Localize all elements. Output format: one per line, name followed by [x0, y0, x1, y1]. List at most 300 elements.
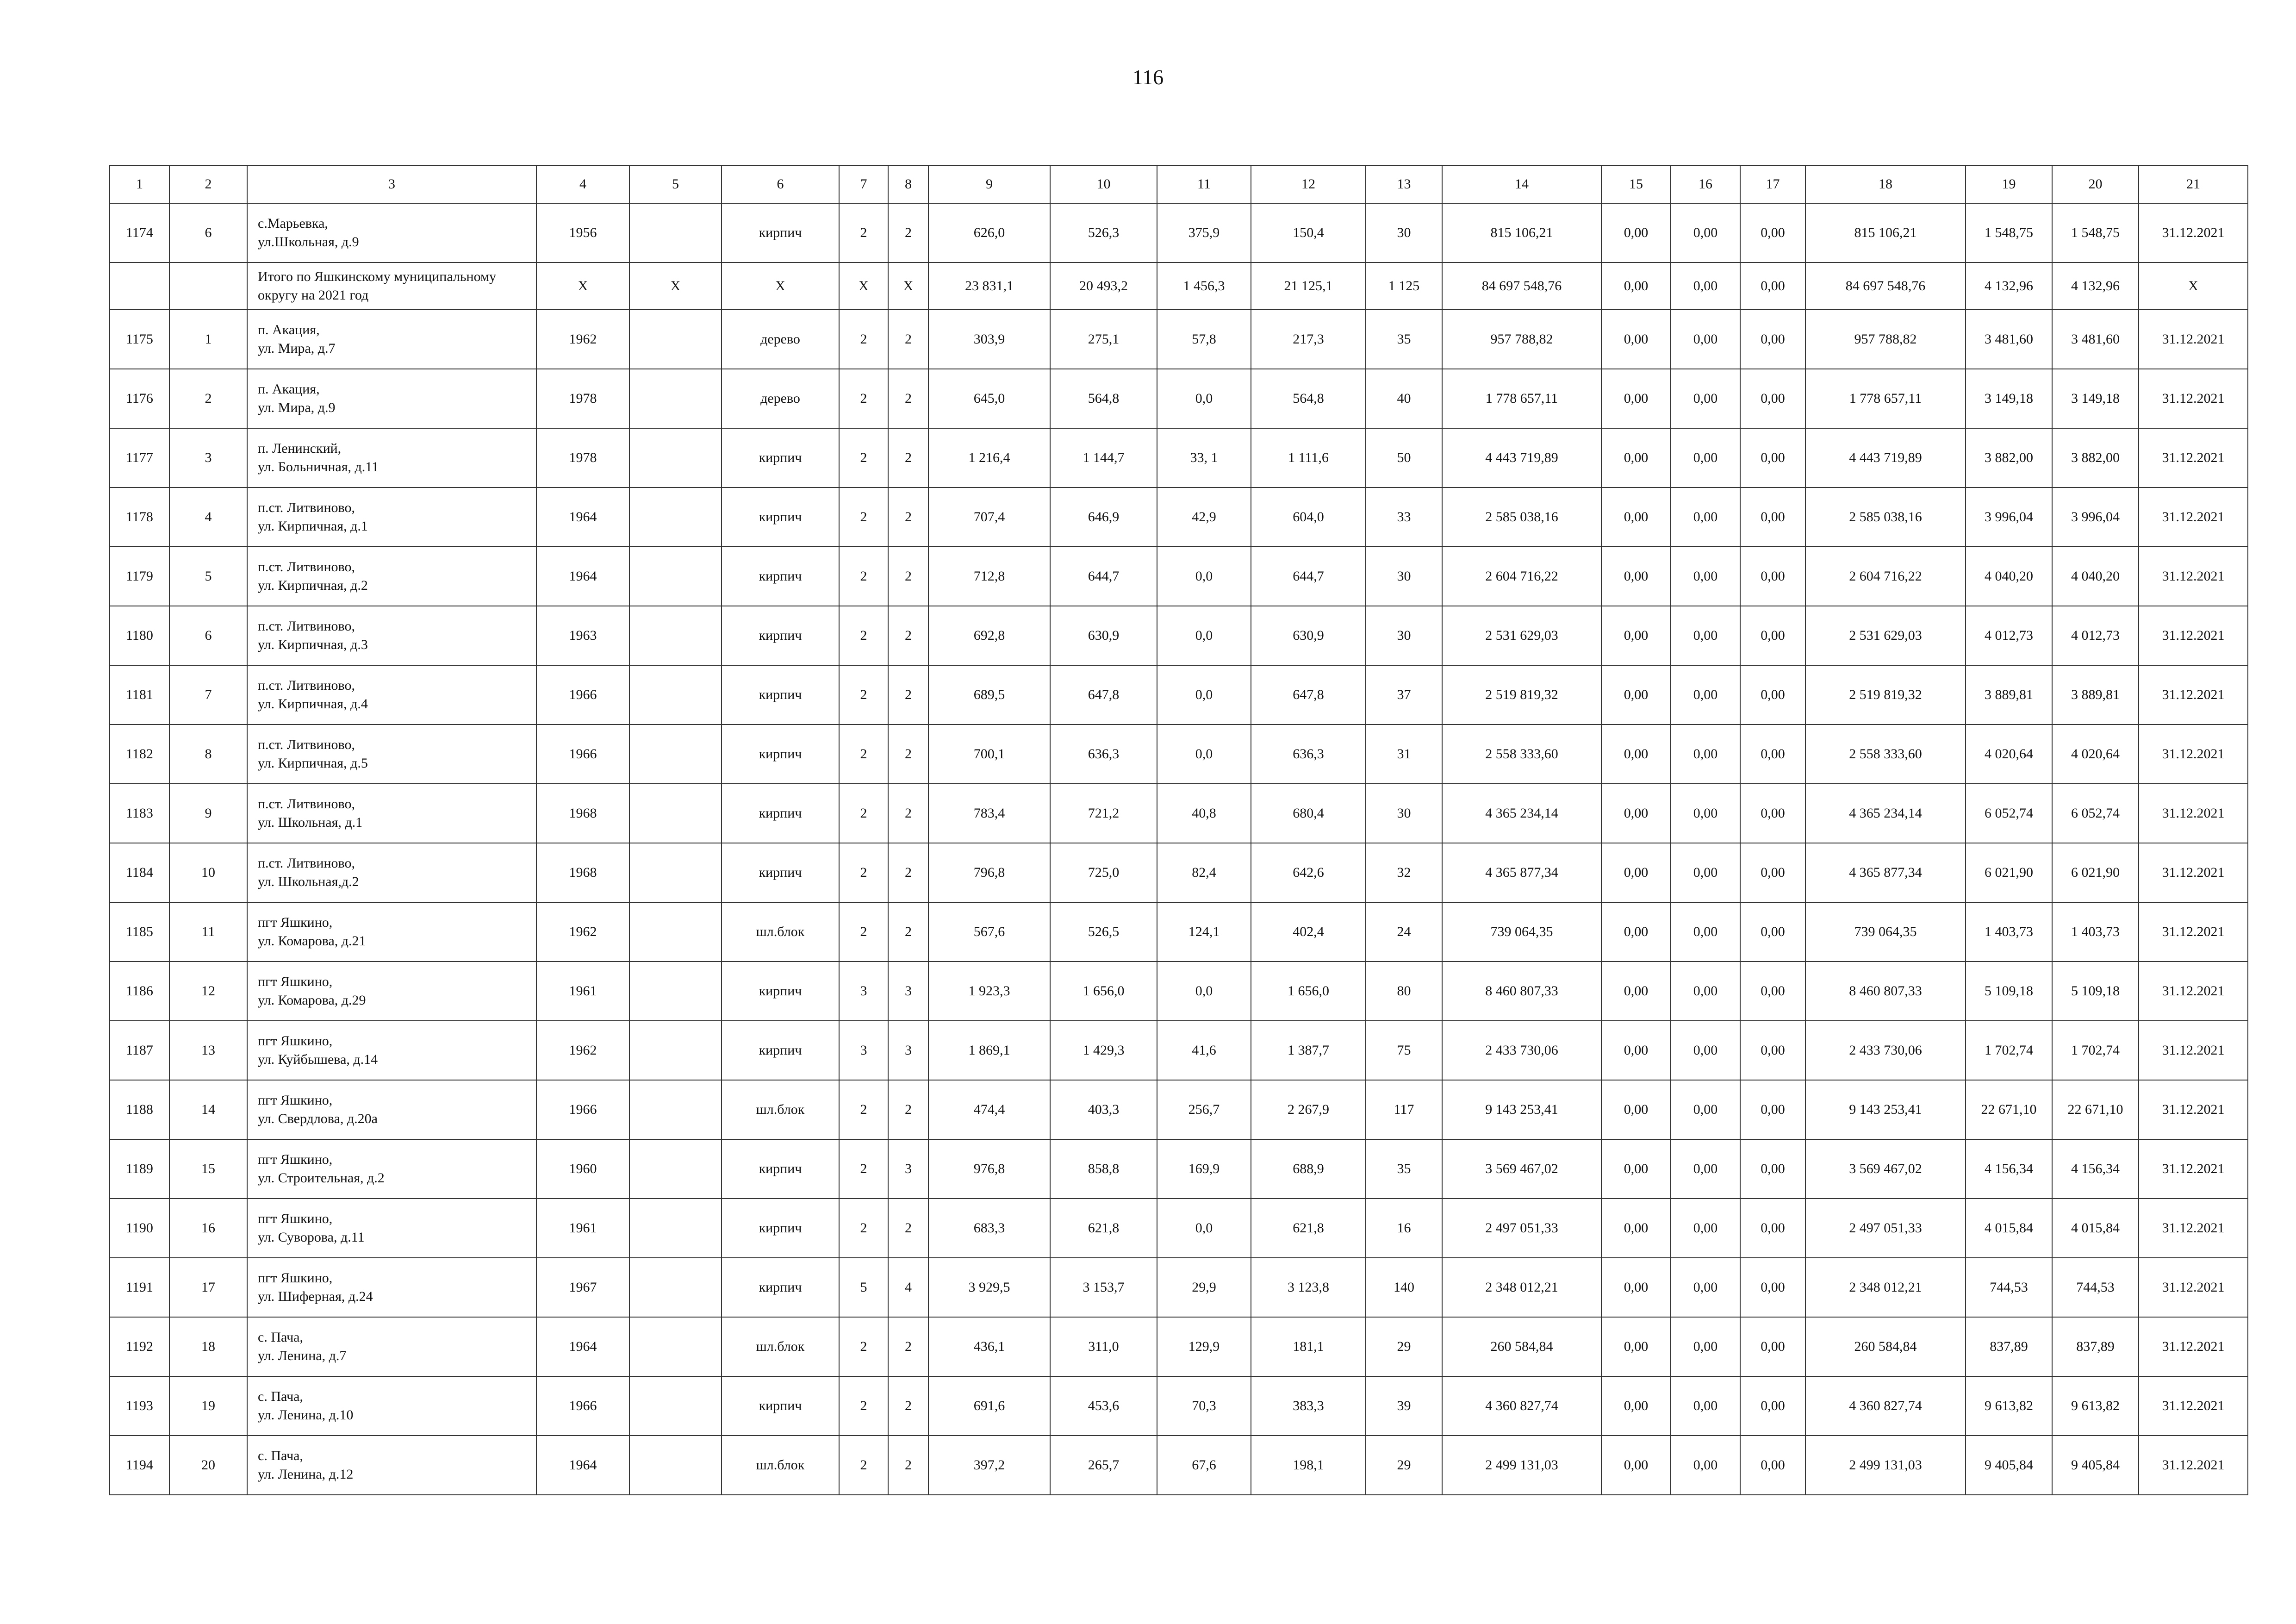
- table-cell: 0,00: [1601, 369, 1671, 428]
- address-cell: пгт Яшкино, ул. Суворова, д.11: [247, 1199, 536, 1258]
- table-cell: 4 015,84: [2052, 1199, 2139, 1258]
- table-cell: 1 216,4: [928, 428, 1050, 487]
- table-cell: 84 697 548,76: [1442, 262, 1601, 310]
- table-cell: 29: [1366, 1436, 1442, 1495]
- table-cell: 645,0: [928, 369, 1050, 428]
- table-cell: 0,0: [1157, 1199, 1251, 1258]
- table-cell: шл.блок: [722, 1436, 839, 1495]
- table-cell: 6 052,74: [2052, 784, 2139, 843]
- table-cell: 1188: [110, 1080, 169, 1139]
- table-cell: 636,3: [1251, 725, 1366, 784]
- table-cell: 31.12.2021: [2139, 843, 2248, 902]
- table-cell: 57,8: [1157, 310, 1251, 369]
- column-header: 1: [110, 165, 169, 203]
- table-cell: 2: [839, 1080, 888, 1139]
- address-cell: с. Пача, ул. Ленина, д.12: [247, 1436, 536, 1495]
- table-cell: 2: [839, 487, 888, 547]
- table-cell: 567,6: [928, 902, 1050, 962]
- table-cell: 40: [1366, 369, 1442, 428]
- table-cell: 29: [1366, 1317, 1442, 1376]
- table-cell: 0,00: [1601, 725, 1671, 784]
- table-cell: 692,8: [928, 606, 1050, 665]
- column-header: 16: [1671, 165, 1740, 203]
- table-cell: 383,3: [1251, 1376, 1366, 1436]
- table-cell: 4 132,96: [1966, 262, 2052, 310]
- column-header: 18: [1805, 165, 1966, 203]
- table-cell: 1182: [110, 725, 169, 784]
- table-cell: 75: [1366, 1021, 1442, 1080]
- table-cell: 0,00: [1671, 843, 1740, 902]
- table-cell: 712,8: [928, 547, 1050, 606]
- table-cell: 0,00: [1671, 1258, 1740, 1317]
- table-cell: 647,8: [1251, 665, 1366, 725]
- table-cell: 1960: [536, 1139, 629, 1199]
- table-cell: 621,8: [1251, 1199, 1366, 1258]
- table-cell: 1: [169, 310, 247, 369]
- table-row: [110, 310, 2248, 369]
- page-number: 116: [1132, 65, 1164, 89]
- table-cell: 16: [1366, 1199, 1442, 1258]
- table-cell: 117: [1366, 1080, 1442, 1139]
- table-cell: 626,0: [928, 203, 1050, 262]
- table-cell: 0,00: [1601, 1139, 1671, 1199]
- table-cell: 0,00: [1601, 843, 1671, 902]
- table-cell: 1187: [110, 1021, 169, 1080]
- column-header: 4: [536, 165, 629, 203]
- table-cell: 0,0: [1157, 665, 1251, 725]
- table-cell: 35: [1366, 310, 1442, 369]
- total-row: [110, 262, 2248, 310]
- table-cell: 707,4: [928, 487, 1050, 547]
- table-row: [110, 1258, 2248, 1317]
- address-cell: пгт Яшкино, ул. Комарова, д.21: [247, 902, 536, 962]
- table-cell: 1 778 657,11: [1805, 369, 1966, 428]
- table-cell: 1174: [110, 203, 169, 262]
- table-cell: 0,00: [1601, 1436, 1671, 1495]
- table-cell: 4 365 234,14: [1805, 784, 1966, 843]
- table-cell: кирпич: [722, 725, 839, 784]
- table-cell: 169,9: [1157, 1139, 1251, 1199]
- table-cell: 1 869,1: [928, 1021, 1050, 1080]
- address-cell: п. Акация, ул. Мира, д.9: [247, 369, 536, 428]
- table-cell: 19: [169, 1376, 247, 1436]
- table-cell: 13: [169, 1021, 247, 1080]
- address-cell: пгт Яшкино, ул. Свердлова, д.20а: [247, 1080, 536, 1139]
- table-cell: 1 456,3: [1157, 262, 1251, 310]
- table-cell: 725,0: [1050, 843, 1157, 902]
- table-cell: шл.блок: [722, 1317, 839, 1376]
- table-cell: 31.12.2021: [2139, 487, 2248, 547]
- table-cell: 0,00: [1601, 665, 1671, 725]
- table-cell: 721,2: [1050, 784, 1157, 843]
- table-cell: 3 569 467,02: [1442, 1139, 1601, 1199]
- table-cell: кирпич: [722, 843, 839, 902]
- table-cell: 67,6: [1157, 1436, 1251, 1495]
- table-cell: 0,00: [1671, 665, 1740, 725]
- table-cell: кирпич: [722, 428, 839, 487]
- address-cell: п.ст. Литвиново, ул. Кирпичная, д.3: [247, 606, 536, 665]
- table-cell: 32: [1366, 843, 1442, 902]
- address-cell: п.ст. Литвиново, ул. Кирпичная, д.1: [247, 487, 536, 547]
- address-cell: с. Пача, ул. Ленина, д.7: [247, 1317, 536, 1376]
- table-cell: [629, 902, 722, 962]
- table-cell: 858,8: [1050, 1139, 1157, 1199]
- address-cell: п. Ленинский, ул. Больничная, д.11: [247, 428, 536, 487]
- table-cell: 0,00: [1740, 784, 1805, 843]
- table-cell: 2: [839, 310, 888, 369]
- table-cell: 82,4: [1157, 843, 1251, 902]
- table-cell: 0,00: [1740, 902, 1805, 962]
- table-cell: 14: [169, 1080, 247, 1139]
- table-row: [110, 665, 2248, 725]
- table-cell: 1 702,74: [2052, 1021, 2139, 1080]
- table-cell: 0,00: [1601, 428, 1671, 487]
- table-cell: 70,3: [1157, 1376, 1251, 1436]
- table-cell: 2 499 131,03: [1442, 1436, 1601, 1495]
- table-cell: 311,0: [1050, 1317, 1157, 1376]
- table-cell: 4 040,20: [1966, 547, 2052, 606]
- table-cell: 0,00: [1601, 1317, 1671, 1376]
- table-cell: 42,9: [1157, 487, 1251, 547]
- table-cell: 31.12.2021: [2139, 1317, 2248, 1376]
- column-header: 2: [169, 165, 247, 203]
- table-cell: 2: [888, 1199, 928, 1258]
- table-cell: 2 433 730,06: [1442, 1021, 1601, 1080]
- table-cell: 2 558 333,60: [1442, 725, 1601, 784]
- table-cell: 1177: [110, 428, 169, 487]
- table-cell: 30: [1366, 203, 1442, 262]
- table-cell: 1 125: [1366, 262, 1442, 310]
- table-cell: 37: [1366, 665, 1442, 725]
- table-cell: 1190: [110, 1199, 169, 1258]
- table-cell: 2: [839, 1199, 888, 1258]
- table-cell: 22 671,10: [2052, 1080, 2139, 1139]
- table-cell: [629, 369, 722, 428]
- table-cell: 2: [888, 428, 928, 487]
- table-cell: 3: [888, 1139, 928, 1199]
- table-cell: 30: [1366, 784, 1442, 843]
- table-cell: 1185: [110, 902, 169, 962]
- housing-registry-table: [109, 165, 2248, 1495]
- table-cell: 2 585 038,16: [1442, 487, 1601, 547]
- table-cell: 31.12.2021: [2139, 902, 2248, 962]
- table-cell: 0,00: [1740, 1258, 1805, 1317]
- address-cell: п.ст. Литвиново, ул. Школьная, д.1: [247, 784, 536, 843]
- table-cell: 700,1: [928, 725, 1050, 784]
- table-cell: 0,0: [1157, 606, 1251, 665]
- table-cell: 2 531 629,03: [1805, 606, 1966, 665]
- table-cell: 29,9: [1157, 1258, 1251, 1317]
- table-cell: 31.12.2021: [2139, 1021, 2248, 1080]
- table-cell: [169, 262, 247, 310]
- column-header: 9: [928, 165, 1050, 203]
- table-cell: 0,00: [1740, 1376, 1805, 1436]
- table-cell: 9 613,82: [2052, 1376, 2139, 1436]
- table-cell: 564,8: [1050, 369, 1157, 428]
- table-cell: 9 143 253,41: [1442, 1080, 1601, 1139]
- table-cell: 31.12.2021: [2139, 1436, 2248, 1495]
- table-cell: 1183: [110, 784, 169, 843]
- table-cell: 31.12.2021: [2139, 784, 2248, 843]
- table-cell: 30: [1366, 547, 1442, 606]
- table-cell: 397,2: [928, 1436, 1050, 1495]
- table-cell: 604,0: [1251, 487, 1366, 547]
- table-cell: 837,89: [2052, 1317, 2139, 1376]
- table-cell: 31.12.2021: [2139, 428, 2248, 487]
- table-cell: 976,8: [928, 1139, 1050, 1199]
- table-cell: 3: [839, 1021, 888, 1080]
- table-cell: 1966: [536, 665, 629, 725]
- column-header: 20: [2052, 165, 2139, 203]
- table-cell: 2: [839, 203, 888, 262]
- table-cell: 2: [888, 665, 928, 725]
- table-row: [110, 725, 2248, 784]
- table-cell: 2 267,9: [1251, 1080, 1366, 1139]
- table-cell: 1 778 657,11: [1442, 369, 1601, 428]
- table-cell: 1978: [536, 369, 629, 428]
- table-row: [110, 1317, 2248, 1376]
- table-row: [110, 1199, 2248, 1258]
- table-cell: 30: [1366, 606, 1442, 665]
- table-cell: 0,00: [1671, 1436, 1740, 1495]
- table-cell: кирпич: [722, 487, 839, 547]
- table-cell: кирпич: [722, 1376, 839, 1436]
- table-cell: 0,00: [1671, 1376, 1740, 1436]
- table-cell: кирпич: [722, 1021, 839, 1080]
- table-cell: 3 481,60: [2052, 310, 2139, 369]
- table-cell: [629, 1021, 722, 1080]
- table-cell: 31: [1366, 725, 1442, 784]
- table-cell: 3: [888, 962, 928, 1021]
- table-cell: 23 831,1: [928, 262, 1050, 310]
- table-cell: 0,00: [1671, 962, 1740, 1021]
- table-cell: 0,00: [1601, 203, 1671, 262]
- table-cell: 0,00: [1601, 1080, 1671, 1139]
- table-cell: 1191: [110, 1258, 169, 1317]
- table-cell: 0,00: [1671, 262, 1740, 310]
- column-header: 15: [1601, 165, 1671, 203]
- table-cell: Х: [888, 262, 928, 310]
- table-cell: 21 125,1: [1251, 262, 1366, 310]
- table-cell: 1968: [536, 784, 629, 843]
- table-cell: 1192: [110, 1317, 169, 1376]
- table-cell: 2: [839, 1436, 888, 1495]
- table-cell: 630,9: [1050, 606, 1157, 665]
- table-row: [110, 428, 2248, 487]
- table-cell: 2: [169, 369, 247, 428]
- table-cell: 0,0: [1157, 725, 1251, 784]
- table-cell: 3: [888, 1021, 928, 1080]
- table-row: [110, 1436, 2248, 1495]
- table-cell: 8: [169, 725, 247, 784]
- table-cell: 0,00: [1601, 784, 1671, 843]
- table-cell: 31.12.2021: [2139, 1258, 2248, 1317]
- table-cell: [629, 843, 722, 902]
- table-cell: 0,00: [1740, 487, 1805, 547]
- table-cell: 688,9: [1251, 1139, 1366, 1199]
- table-cell: 6 021,90: [2052, 843, 2139, 902]
- address-cell: п.ст. Литвиново, ул. Кирпичная, д.5: [247, 725, 536, 784]
- table-cell: 0,00: [1740, 262, 1805, 310]
- table-cell: [110, 262, 169, 310]
- table-cell: 1181: [110, 665, 169, 725]
- table-cell: 1193: [110, 1376, 169, 1436]
- table-cell: 1966: [536, 1376, 629, 1436]
- table-cell: 0,00: [1671, 902, 1740, 962]
- table-cell: 0,00: [1671, 369, 1740, 428]
- table-cell: кирпич: [722, 203, 839, 262]
- table-cell: 4 040,20: [2052, 547, 2139, 606]
- table-cell: 1963: [536, 606, 629, 665]
- table-cell: 815 106,21: [1442, 203, 1601, 262]
- table-cell: 8 460 807,33: [1442, 962, 1601, 1021]
- column-header: 13: [1366, 165, 1442, 203]
- address-cell: пгт Яшкино, ул. Комарова, д.29: [247, 962, 536, 1021]
- table-cell: 689,5: [928, 665, 1050, 725]
- table-cell: 256,7: [1157, 1080, 1251, 1139]
- table-cell: 1 548,75: [2052, 203, 2139, 262]
- table-cell: 1 702,74: [1966, 1021, 2052, 1080]
- table-cell: Х: [839, 262, 888, 310]
- table-cell: 3 153,7: [1050, 1258, 1157, 1317]
- table-cell: 84 697 548,76: [1805, 262, 1966, 310]
- column-header: 8: [888, 165, 928, 203]
- table-cell: 11: [169, 902, 247, 962]
- table-cell: 50: [1366, 428, 1442, 487]
- table-cell: [629, 725, 722, 784]
- table-cell: 0,00: [1740, 547, 1805, 606]
- table-cell: 0,00: [1671, 1317, 1740, 1376]
- table-cell: 1967: [536, 1258, 629, 1317]
- table-cell: 4 012,73: [1966, 606, 2052, 665]
- table-cell: 1175: [110, 310, 169, 369]
- table-cell: [629, 1258, 722, 1317]
- table-row: [110, 1080, 2248, 1139]
- table-cell: кирпич: [722, 1258, 839, 1317]
- address-cell: п.ст. Литвиново, ул. Кирпичная, д.4: [247, 665, 536, 725]
- table-cell: 1178: [110, 487, 169, 547]
- table-cell: 0,00: [1601, 902, 1671, 962]
- table-cell: 2: [839, 843, 888, 902]
- table-cell: 2: [839, 1317, 888, 1376]
- table-cell: [629, 784, 722, 843]
- table-cell: 0,00: [1671, 310, 1740, 369]
- table-cell: 8 460 807,33: [1805, 962, 1966, 1021]
- table-cell: 0,00: [1740, 1317, 1805, 1376]
- table-cell: 2 585 038,16: [1805, 487, 1966, 547]
- table-cell: 2: [888, 310, 928, 369]
- table-cell: 31.12.2021: [2139, 203, 2248, 262]
- table-cell: 815 106,21: [1805, 203, 1966, 262]
- table-cell: дерево: [722, 310, 839, 369]
- table-cell: 642,6: [1251, 843, 1366, 902]
- table-cell: 3 149,18: [1966, 369, 2052, 428]
- table-cell: 0,00: [1740, 203, 1805, 262]
- table-cell: 0,00: [1740, 428, 1805, 487]
- table-cell: 3 569 467,02: [1805, 1139, 1966, 1199]
- table-cell: 129,9: [1157, 1317, 1251, 1376]
- table-cell: 0,0: [1157, 369, 1251, 428]
- table-cell: 1964: [536, 547, 629, 606]
- table-cell: 1186: [110, 962, 169, 1021]
- table-cell: 17: [169, 1258, 247, 1317]
- table-cell: 3 882,00: [1966, 428, 2052, 487]
- column-header: 17: [1740, 165, 1805, 203]
- table-cell: 2: [888, 1436, 928, 1495]
- table-cell: 0,00: [1671, 203, 1740, 262]
- table-cell: [629, 1317, 722, 1376]
- column-header: 3: [247, 165, 536, 203]
- table-cell: 2 497 051,33: [1442, 1199, 1601, 1258]
- column-header: 7: [839, 165, 888, 203]
- table-cell: 3 929,5: [928, 1258, 1050, 1317]
- table-cell: 621,8: [1050, 1199, 1157, 1258]
- table-cell: 31.12.2021: [2139, 962, 2248, 1021]
- table-cell: 1966: [536, 725, 629, 784]
- table-cell: 10: [169, 843, 247, 902]
- table-cell: 9 405,84: [1966, 1436, 2052, 1495]
- table-cell: 0,00: [1601, 310, 1671, 369]
- table-cell: 31.12.2021: [2139, 606, 2248, 665]
- table-cell: 1176: [110, 369, 169, 428]
- table-cell: 1179: [110, 547, 169, 606]
- table-cell: 6 021,90: [1966, 843, 2052, 902]
- table-cell: дерево: [722, 369, 839, 428]
- table-cell: [629, 428, 722, 487]
- table-cell: 2: [839, 1376, 888, 1436]
- table-cell: 0,00: [1671, 428, 1740, 487]
- table-cell: 636,3: [1050, 725, 1157, 784]
- table-cell: Х: [722, 262, 839, 310]
- address-cell: п. Акация, ул. Мира, д.7: [247, 310, 536, 369]
- table-cell: 124,1: [1157, 902, 1251, 962]
- address-cell: пгт Яшкино, ул. Куйбышева, д.14: [247, 1021, 536, 1080]
- table-cell: 1180: [110, 606, 169, 665]
- table-cell: 0,00: [1740, 369, 1805, 428]
- table-cell: 5 109,18: [1966, 962, 2052, 1021]
- table-cell: 0,00: [1671, 606, 1740, 665]
- table-cell: 0,00: [1601, 606, 1671, 665]
- address-cell: п.ст. Литвиново, ул. Кирпичная, д.2: [247, 547, 536, 606]
- table-cell: Х: [629, 262, 722, 310]
- table-cell: 691,6: [928, 1376, 1050, 1436]
- table-cell: 4 443 719,89: [1442, 428, 1601, 487]
- table-cell: 9 613,82: [1966, 1376, 2052, 1436]
- table-cell: 4 365 877,34: [1442, 843, 1601, 902]
- table-cell: 3: [169, 428, 247, 487]
- table-row: [110, 902, 2248, 962]
- table-cell: 0,00: [1740, 1139, 1805, 1199]
- table-cell: 0,0: [1157, 547, 1251, 606]
- table-cell: 2 519 819,32: [1442, 665, 1601, 725]
- column-header: 10: [1050, 165, 1157, 203]
- table-cell: 31.12.2021: [2139, 1139, 2248, 1199]
- column-header: 21: [2139, 165, 2248, 203]
- table-row: [110, 1021, 2248, 1080]
- table-cell: 0,00: [1740, 1436, 1805, 1495]
- table-cell: 2 348 012,21: [1805, 1258, 1966, 1317]
- table-cell: 0,00: [1671, 725, 1740, 784]
- table-row: [110, 487, 2248, 547]
- table-cell: [629, 1376, 722, 1436]
- table-cell: 3 996,04: [1966, 487, 2052, 547]
- table-cell: 2: [839, 784, 888, 843]
- table-cell: 198,1: [1251, 1436, 1366, 1495]
- table-cell: 140: [1366, 1258, 1442, 1317]
- table-cell: 0,00: [1671, 1080, 1740, 1139]
- table-cell: 0,00: [1601, 547, 1671, 606]
- table-cell: 0,00: [1740, 665, 1805, 725]
